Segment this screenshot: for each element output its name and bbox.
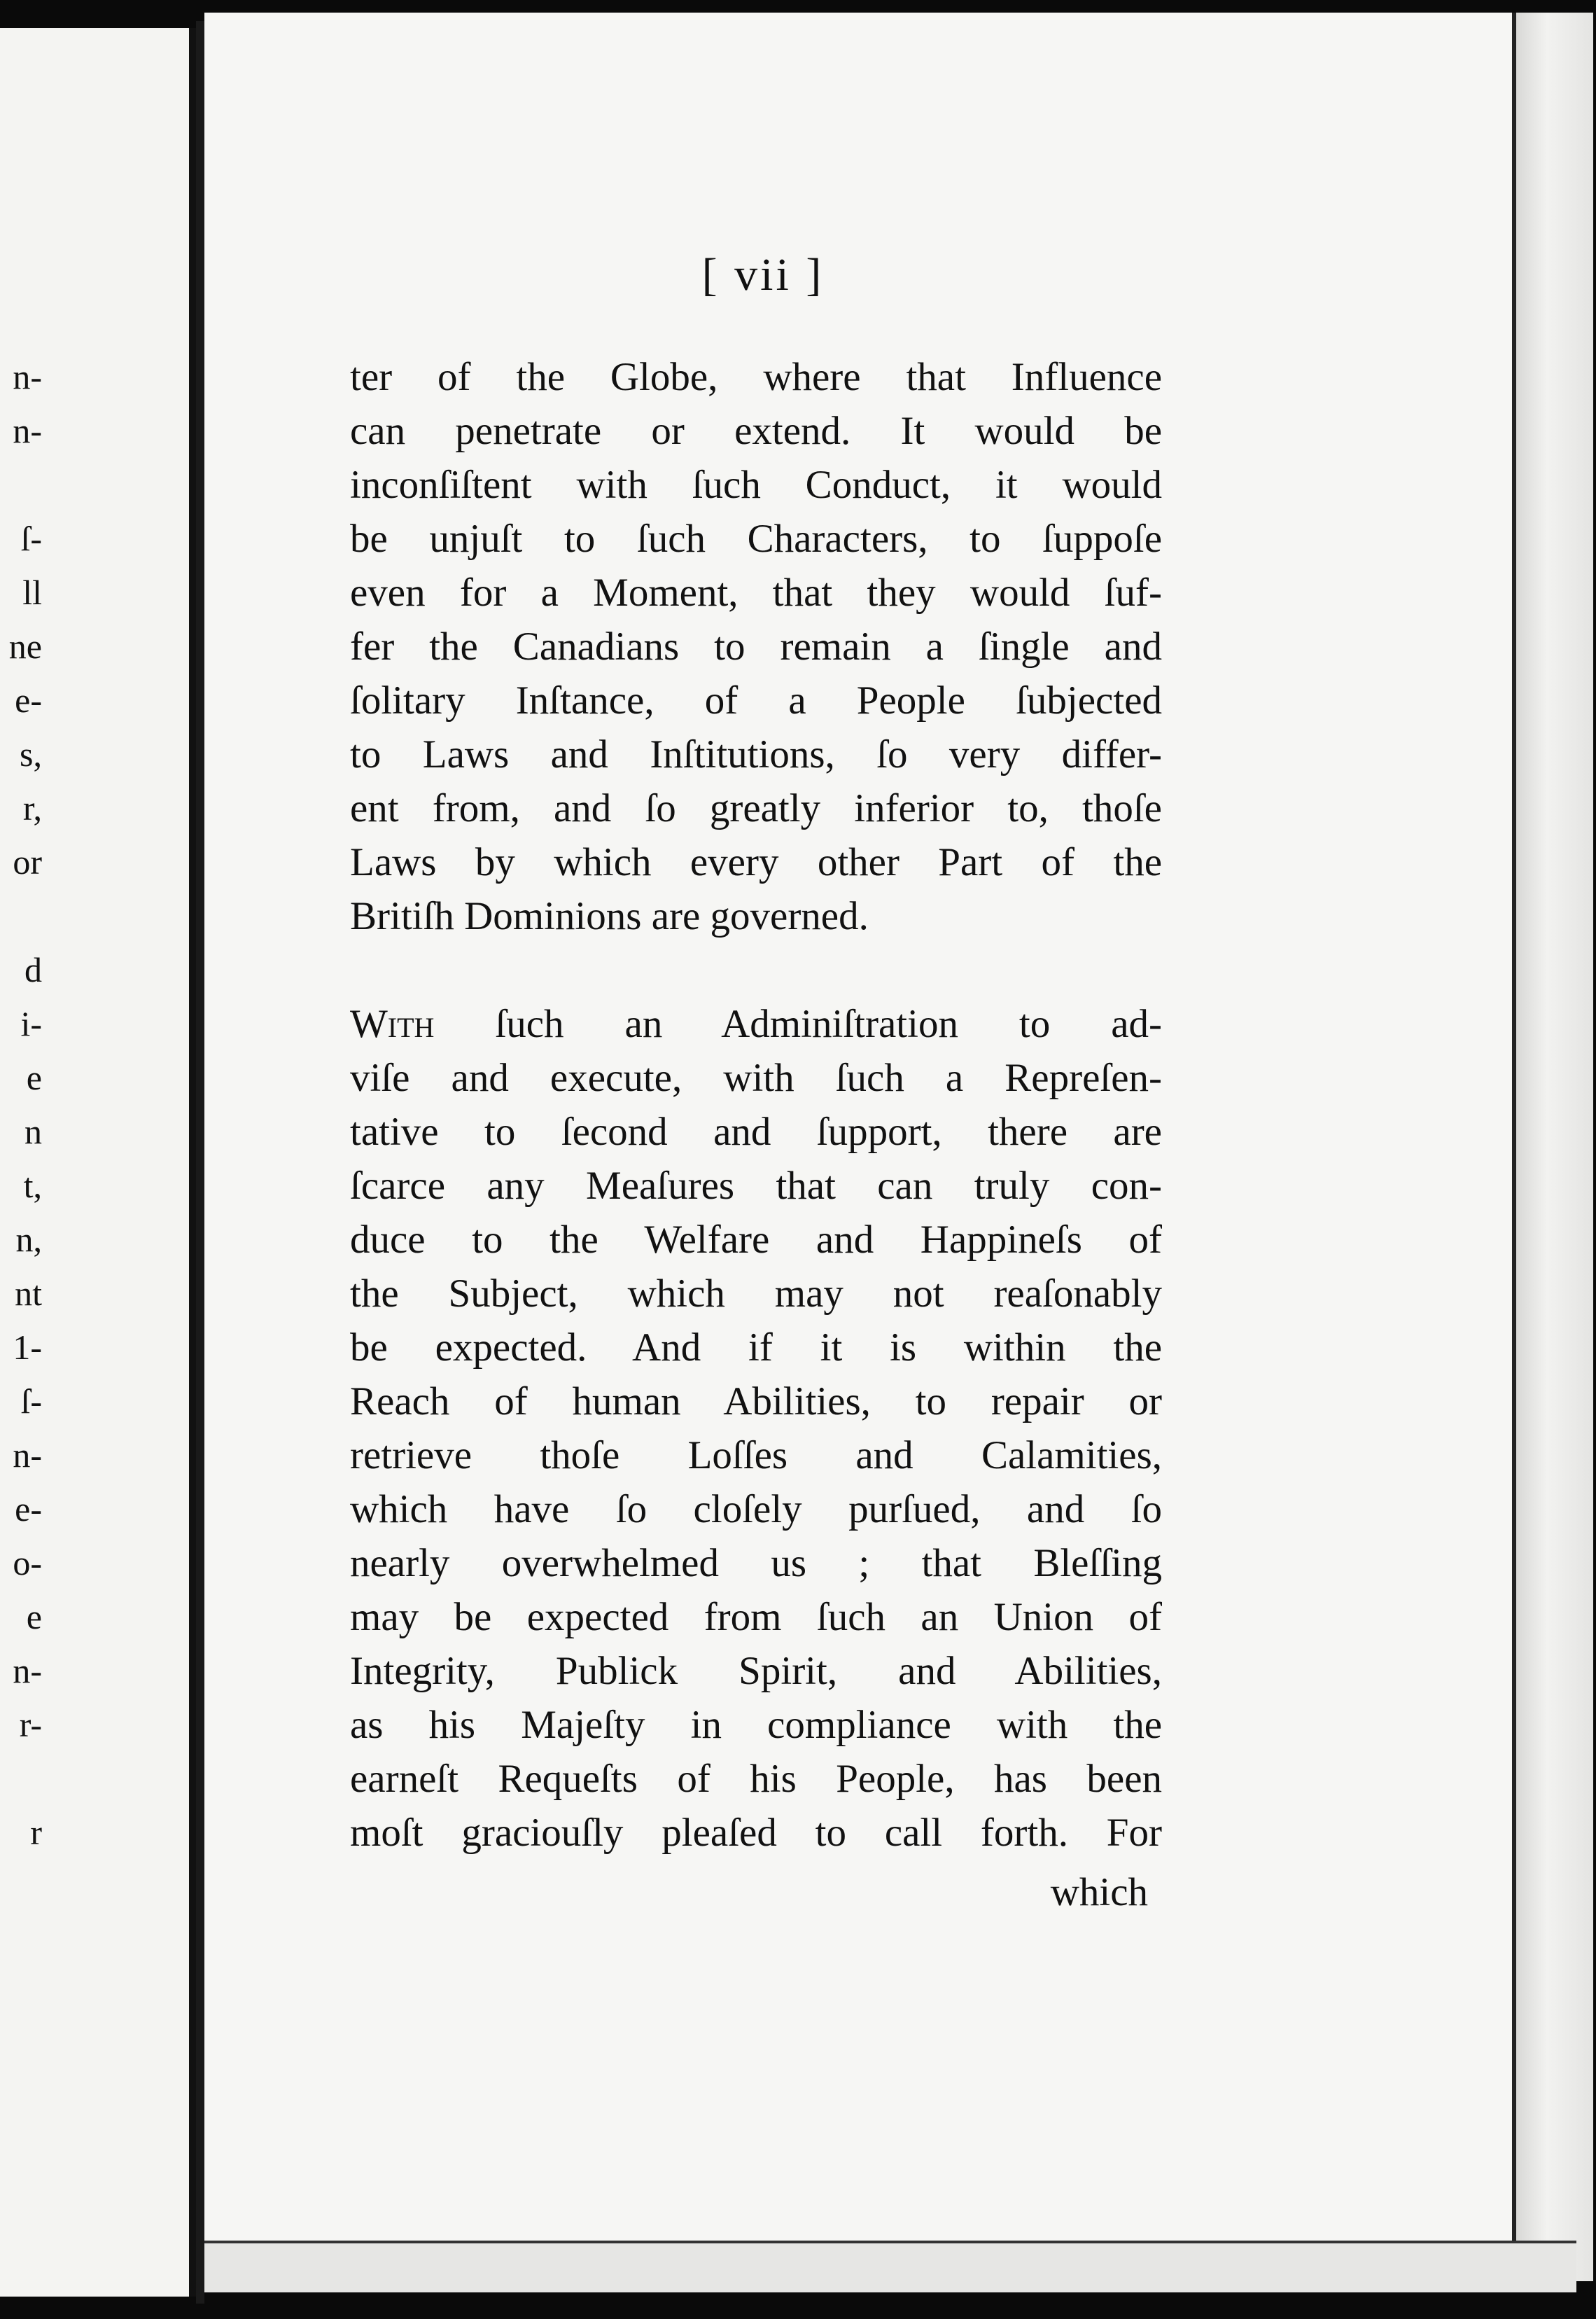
margin-fragment: n: [24, 1112, 42, 1151]
paragraph-2: [350, 1051, 1162, 1860]
margin-fragment: or: [13, 842, 42, 882]
margin-fragment: [0, 889, 42, 943]
text-line: can penetrate or extend. It would be: [350, 409, 1162, 453]
margin-fragment: n,: [15, 1220, 42, 1259]
text-line: inconſiſtent with ſuch Conduct, it would: [350, 463, 1162, 507]
margin-fragment: n-: [13, 1651, 42, 1690]
text-line: moſt graciouſly pleaſed to call forth. For: [350, 1811, 1162, 1855]
text-line: ſolitary Inſtance, of a People ſubjected: [350, 678, 1162, 723]
margin-fragment: o-: [13, 1543, 42, 1582]
text-line: Britiſh Dominions are governed.: [350, 894, 869, 938]
margin-fragment: [0, 458, 42, 512]
text-line: retrieve thoſe Loſſes and Calamities,: [350, 1433, 1162, 1477]
margin-fragment: n-: [13, 357, 42, 396]
paragraph-2-first-line: [350, 997, 1162, 1051]
margin-fragment: d: [24, 950, 42, 989]
margin-fragment: r-: [19, 1705, 42, 1744]
text-line: ent from, and ſo greatly inferior to, thoſe: [350, 786, 1162, 830]
catchword: which: [1050, 1870, 1148, 1914]
text-line: nearly overwhelmed us ; that Bleſſing: [350, 1541, 1162, 1585]
text-line: may be expected from ſuch an Union of: [350, 1595, 1162, 1639]
margin-fragment: i-: [20, 1004, 42, 1043]
text-line: ſcarce any Meaſures that can truly con-: [350, 1164, 1162, 1208]
text-line: ter of the Globe, where that Influence: [350, 355, 1162, 399]
left-page-edge: [0, 28, 196, 2297]
margin-fragment: ſ-: [20, 519, 42, 558]
margin-fragment: 1-: [13, 1328, 42, 1367]
paragraph-2-first-line-rest: ſuch an Adminiſtration to ad-: [434, 1002, 1162, 1046]
paragraph-gap: [350, 943, 1162, 997]
page-bottom-edge: [204, 2241, 1576, 2292]
margin-fragment: ll: [22, 573, 42, 612]
margin-fragment: r,: [22, 788, 42, 828]
margin-fragment: t,: [23, 1166, 42, 1205]
text-line: viſe and execute, with ſuch a Repreſen-: [350, 1056, 1162, 1100]
text-line: be unjuſt to ſuch Characters, to ſuppoſe: [350, 517, 1162, 561]
text-line: which have ſo cloſely purſued, and ſo: [350, 1487, 1162, 1531]
margin-fragment: n-: [13, 1435, 42, 1475]
margin-fragment: [0, 1752, 42, 1806]
page-edge-stack: [1512, 13, 1593, 2281]
text-line: earneſt Requeſts of his People, has been: [350, 1757, 1162, 1801]
text-line: even for a Moment, that they would ſuf-: [350, 571, 1162, 615]
margin-fragment: n-: [13, 411, 42, 450]
paragraph-1: [350, 350, 1162, 943]
book-gutter: [196, 21, 204, 2304]
text-line: the Subject, which may not reaſonably: [350, 1272, 1162, 1316]
margin-fragment: r: [30, 1813, 42, 1852]
text-line: Reach of human Abilities, to repair or: [350, 1379, 1162, 1423]
margin-fragment: ſ-: [20, 1381, 42, 1421]
margin-fragment: ne: [8, 627, 42, 666]
margin-fragment: e: [26, 1597, 42, 1636]
body-text: [350, 350, 1162, 1860]
text-line: tative to ſecond and ſupport, there are: [350, 1110, 1162, 1154]
text-line: Integrity, Publick Spirit, and Abilities,: [350, 1649, 1162, 1693]
text-line: duce to the Welfare and Happineſs of: [350, 1218, 1162, 1262]
margin-fragment: e-: [15, 681, 42, 720]
margin-fragment: e: [26, 1058, 42, 1097]
text-line: Laws by which every other Part of the: [350, 840, 1162, 884]
text-line: as his Majeſty in compliance with the: [350, 1703, 1162, 1747]
page-number: [ vii ]: [701, 249, 825, 300]
text-line: to Laws and Inſtitutions, ſo very differ-: [350, 732, 1162, 777]
margin-fragment: nt: [15, 1274, 42, 1313]
paragraph-2-initial-word: With: [350, 1002, 435, 1046]
text-line: be expected. And if it is within the: [350, 1325, 1162, 1370]
text-line: fer the Canadians to remain a ſingle and: [350, 625, 1162, 669]
margin-fragment: s,: [20, 734, 42, 774]
margin-fragment: e-: [15, 1489, 42, 1528]
left-page-text-fragments: [0, 350, 42, 1860]
